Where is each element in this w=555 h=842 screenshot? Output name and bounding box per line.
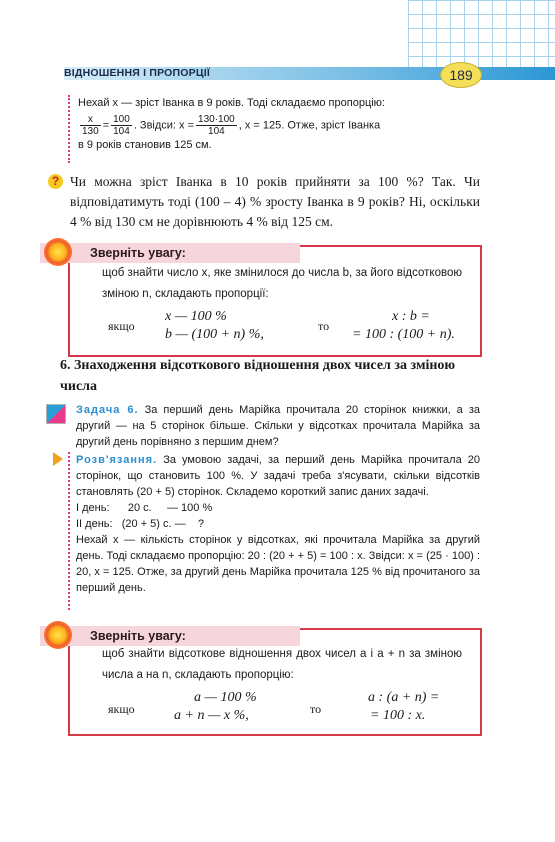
intro-line-3: в 9 років становив 125 см. bbox=[78, 139, 212, 151]
task-label: Задача 6. bbox=[76, 404, 139, 416]
intro-margin-line bbox=[68, 95, 73, 163]
solution bbox=[76, 452, 480, 500]
note-1-right-2: = 100 : (100 + n). bbox=[352, 327, 455, 342]
fraction-100-104: $\frac{100}{104}$ bbox=[113, 114, 130, 137]
note-2-right-2: = 100 : x. bbox=[370, 708, 426, 723]
fraction-x-130: $\frac{x}{130}$ bbox=[82, 114, 99, 137]
note-2-text: щоб знайти відсоткове відношення двох чисел a і a + n за зміною числа a на n, складають пропорцію: bbox=[102, 648, 462, 681]
note-2-left-2: a + n — x %, bbox=[174, 708, 249, 723]
note-2-right-1: a : (a + n) = bbox=[368, 690, 440, 705]
solution-margin-line bbox=[68, 452, 70, 610]
note-1-to: то bbox=[318, 319, 330, 333]
question-paragraph: Чи можна зріст Іванка в 10 років прийняти за 100 %? Так. Чи відповідатимуть тоді (100 – 4) % зросту Іванка в 9 років? Ні, оскільки 4 % від 130 см не дорівнюють 4 % від 125 см. bbox=[70, 174, 480, 229]
note-1-left-2: b — (100 + n) %, bbox=[165, 327, 264, 342]
attention-burst-icon bbox=[46, 240, 70, 264]
note-1-left-1: x — 100 % bbox=[165, 309, 227, 324]
task-statement bbox=[76, 402, 480, 450]
solution-label: Розв'язання. bbox=[76, 454, 158, 466]
intro-line-1: Нехай x — зріст Іванка в 9 років. Тоді складаємо пропорцію: bbox=[78, 97, 385, 109]
solution-conclusion: Нехай x — кількість сторінок у відсотках, які прочитала Марійка за другий день. Тоді складаємо пропорцію: 20 : (20 + + 5) = 100 : x. Звідси: x = (25 · 100) : 20, x = 125. Отже, за другий день Марійка прочитала 125 % від прочитаного за перший день. bbox=[76, 534, 480, 594]
note-2-to: то bbox=[310, 702, 322, 716]
task-text: За перший день Марійка прочитала 20 сторінок книжки, а за другий — на 5 сторінок більше. Скільки у відсотках прочитала Марійка за другий день порівняно з першим днем? bbox=[76, 404, 480, 448]
chapter-title: ВІДНОШЕННЯ І ПРОПОРЦІЇ bbox=[64, 67, 210, 79]
solution-arrow-icon bbox=[53, 452, 63, 466]
attention-burst-icon bbox=[46, 623, 70, 647]
section-title: 6. Знаходження відсоткового відношення двох чисел за зміною числа bbox=[60, 358, 456, 394]
task-block bbox=[76, 402, 480, 596]
note-2-label: Зверніть увагу: bbox=[40, 626, 300, 646]
intro-line-2: $\frac{x}{130}$ = $\frac{100}{104}$ . Звідси: x = $\frac{130\cdot 100}{104}$ , x = 125. Отже, зріст Іванка bbox=[82, 114, 381, 137]
note-1-text: щоб знайти число x, яке змінилося до числа b, за його відсотковою зміною n, складають пропорції: bbox=[102, 267, 462, 300]
note-2-yakscho: якщо bbox=[108, 702, 135, 716]
note-2-left-1: a — 100 % bbox=[194, 690, 257, 705]
day-2-record: ІІ день: (20 + 5) с. — ? bbox=[76, 518, 204, 530]
question-mark-icon: ? bbox=[48, 174, 63, 189]
day-1-record: І день: 20 с. — 100 % bbox=[76, 502, 213, 514]
page-number: 189 bbox=[440, 62, 482, 88]
cube-task-icon bbox=[46, 404, 66, 424]
note-1-right-1: x : b = bbox=[392, 309, 430, 324]
solution-text: За умовою задачі, за перший день Марійка прочитала 20 сторінок, що становить 100 %. У задачі треба з'ясувати, скільки відсотків становлять (20 + 5) сторінок. Складемо короткий запис даних задачі. bbox=[76, 454, 481, 498]
fraction-130x100-104: $\frac{130\cdot 100}{104}$ bbox=[198, 114, 235, 137]
note-1-label: Зверніть увагу: bbox=[40, 243, 300, 263]
note-1-yakscho: якщо bbox=[108, 319, 135, 333]
intro-block bbox=[78, 95, 478, 154]
corner-grid-decoration bbox=[408, 0, 555, 68]
